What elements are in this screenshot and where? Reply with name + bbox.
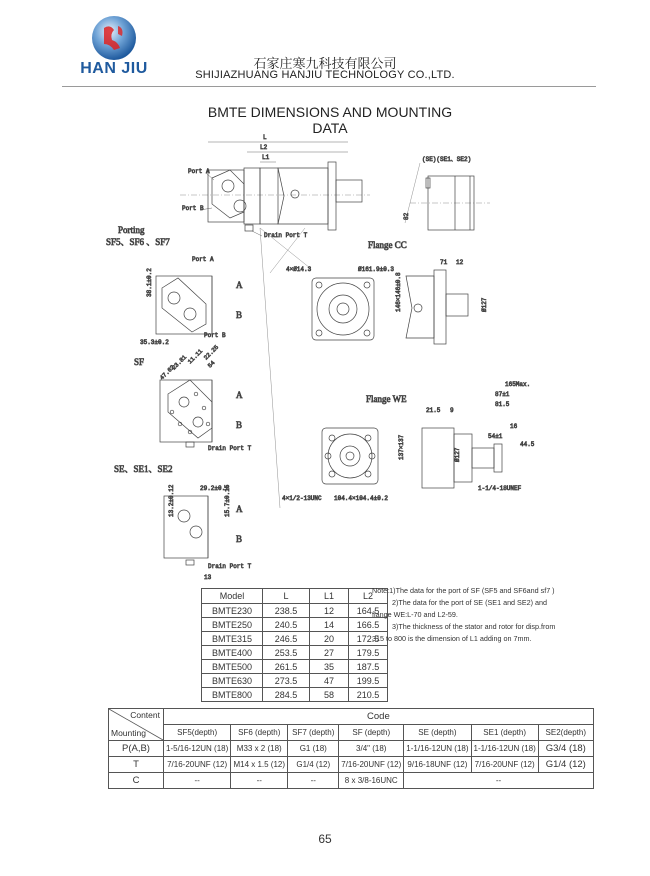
note-2: 2)The data for the port of SE (SE1 and SE2) and — [392, 598, 548, 607]
cell: 164.5 — [349, 604, 388, 618]
flange-cc-view — [286, 240, 488, 344]
svg-text:Flange CC: Flange CC — [368, 240, 407, 250]
svg-text:L2: L2 — [260, 144, 268, 151]
svg-text:21.5: 21.5 — [426, 407, 441, 414]
table-row — [202, 604, 388, 618]
svg-text:Drain Port T: Drain Port T — [208, 563, 252, 570]
se-view — [114, 464, 252, 581]
svg-text:4×1/2-13UNC: 4×1/2-13UNC — [282, 495, 322, 502]
note-3: 3)The thickness of the stator and rotor for disp.from — [392, 622, 556, 631]
table-row — [202, 646, 388, 660]
technical-drawing — [100, 128, 560, 583]
svg-text:165Max.: 165Max. — [505, 381, 531, 388]
company-name-en: SHIJIAZHUANG HANJIU TECHNOLOGY CO.,LTD. — [195, 69, 455, 81]
cell: 199.5 — [349, 674, 388, 688]
cell: BMTE400 — [202, 646, 263, 660]
cell: 210.5 — [349, 688, 388, 702]
svg-text:22.25: 22.25 — [202, 343, 221, 362]
svg-text:A: A — [236, 504, 243, 514]
svg-text:13: 13 — [204, 574, 212, 581]
cell: 172.5 — [349, 632, 388, 646]
cell: 12 — [310, 604, 349, 618]
cell: 1-1/16-12UN (18) — [404, 741, 471, 757]
svg-text:L1: L1 — [262, 154, 270, 161]
svg-text:Ø127: Ø127 — [454, 447, 461, 462]
col-sf5: SF5(depth) — [164, 725, 231, 741]
port-code-table — [108, 708, 594, 789]
svg-text:Port A: Port A — [188, 168, 210, 175]
cell: -- — [231, 773, 288, 789]
cell: 246.5 — [263, 632, 310, 646]
svg-text:9: 9 — [450, 407, 454, 414]
svg-text:23.81: 23.81 — [170, 353, 189, 372]
svg-text:104.4×104.4±0.2: 104.4×104.4±0.2 — [334, 495, 389, 502]
porting-sf5-view — [106, 225, 243, 346]
svg-text:16: 16 — [510, 423, 518, 430]
svg-text:Port B: Port B — [204, 332, 226, 339]
table-row — [109, 741, 594, 757]
cell: G1/4 (12) — [538, 757, 593, 773]
cell: G1/4 (12) — [288, 757, 339, 773]
cell: 240.5 — [263, 618, 310, 632]
cell: 253.5 — [263, 646, 310, 660]
page-number: 65 — [318, 832, 332, 846]
table-row — [109, 773, 594, 789]
svg-text:15.7±0.15: 15.7±0.15 — [224, 484, 231, 517]
header-divider — [62, 86, 596, 87]
col-se: SE (depth) — [404, 725, 471, 741]
cell: -- — [288, 773, 339, 789]
svg-text:54: 54 — [206, 359, 217, 370]
svg-text:4×Ø14.3: 4×Ø14.3 — [286, 266, 312, 273]
cell: 7/16-20UNF (12) — [339, 757, 404, 773]
row-label: P(A,B) — [109, 741, 164, 757]
content-label: Content — [130, 710, 160, 720]
svg-text:Drain Port T: Drain Port T — [264, 232, 308, 239]
code-header: Code — [164, 709, 594, 725]
table-row — [202, 632, 388, 646]
svg-text:146×146±0.8: 146×146±0.8 — [395, 272, 402, 312]
cell: 35 — [310, 660, 349, 674]
note-3-cont: 315 to 800 is the dimension of L1 adding on 7mm. — [372, 634, 532, 643]
svg-text:A: A — [236, 280, 243, 290]
cell: 14 — [310, 618, 349, 632]
svg-text:B: B — [236, 420, 243, 430]
svg-text:54±1: 54±1 — [488, 433, 503, 440]
cell: 238.5 — [263, 604, 310, 618]
cell: -- — [164, 773, 231, 789]
cell: 273.5 — [263, 674, 310, 688]
cell: BMTE800 — [202, 688, 263, 702]
cell: 9/16-18UNF (12) — [404, 757, 471, 773]
svg-text:12: 12 — [456, 259, 464, 266]
svg-text:SE、SE1、SE2: SE、SE1、SE2 — [114, 464, 173, 474]
cell: BMTE500 — [202, 660, 263, 674]
svg-text:47.62: 47.62 — [158, 363, 177, 382]
cell: 58 — [310, 688, 349, 702]
svg-text:29.2±0.2: 29.2±0.2 — [200, 485, 229, 492]
svg-text:SF5、SF6 、SF7: SF5、SF6 、SF7 — [106, 237, 170, 247]
svg-text:81.5: 81.5 — [495, 401, 510, 408]
svg-text:Flange WE: Flange WE — [366, 394, 407, 404]
svg-text:137×137: 137×137 — [398, 434, 405, 460]
cell: 179.5 — [349, 646, 388, 660]
cell: G3/4 (18) — [538, 741, 593, 757]
cell: BMTE250 — [202, 618, 263, 632]
cell: 187.5 — [349, 660, 388, 674]
notes — [372, 585, 592, 645]
model-dimensions-table — [201, 588, 388, 702]
cell: 261.5 — [263, 660, 310, 674]
col-se2: SE2(depth) — [538, 725, 593, 741]
row-label: C — [109, 773, 164, 789]
table-row — [202, 688, 388, 702]
col-sf7: SF7 (depth) — [288, 725, 339, 741]
col-l2: L2 — [349, 589, 388, 604]
table-row — [202, 660, 388, 674]
cell: BMTE630 — [202, 674, 263, 688]
cell: BMTE315 — [202, 632, 263, 646]
col-l: L — [263, 589, 310, 604]
svg-text:Ø161.9±0.3: Ø161.9±0.3 — [358, 266, 395, 273]
cell: 166.5 — [349, 618, 388, 632]
svg-text:B: B — [236, 310, 243, 320]
table-header-row — [202, 589, 388, 604]
corner-header — [109, 709, 164, 741]
svg-text:Port A: Port A — [192, 256, 214, 263]
svg-text:44.5: 44.5 — [520, 441, 535, 448]
se-top-view — [403, 156, 490, 230]
svg-text:L: L — [263, 134, 267, 141]
note-1: Note:1)The data for the port of SF (SF5 and SF6and sf7 ) — [372, 586, 555, 595]
table-row — [202, 674, 388, 688]
col-model: Model — [202, 589, 263, 604]
svg-text:35.3±0.2: 35.3±0.2 — [140, 339, 169, 346]
col-sf: SF (depth) — [339, 725, 404, 741]
col-l1: L1 — [310, 589, 349, 604]
cell: 284.5 — [263, 688, 310, 702]
svg-text:SF: SF — [134, 357, 145, 367]
svg-text:Port B: Port B — [182, 205, 204, 212]
cell: 7/16-20UNF (12) — [471, 757, 538, 773]
cell: 20 — [310, 632, 349, 646]
cell: M14 x 1.5 (12) — [231, 757, 288, 773]
flange-we-view — [282, 381, 535, 502]
company-name-cn: 石家庄寒九科技有限公司 — [253, 56, 397, 71]
svg-text:Drain Port T: Drain Port T — [208, 445, 252, 452]
svg-text:A: A — [236, 390, 243, 400]
cell: BMTE230 — [202, 604, 263, 618]
svg-text:B: B — [236, 534, 243, 544]
table-row — [202, 618, 388, 632]
page-title: BMTE DIMENSIONS AND MOUNTING DATA — [207, 104, 453, 136]
svg-text:Ø127: Ø127 — [481, 297, 488, 312]
row-label: T — [109, 757, 164, 773]
cell: 1-5/16-12UN (18) — [164, 741, 231, 757]
mounting-label: Mounting — [111, 728, 146, 738]
cell: 3/4" (18) — [339, 741, 404, 757]
cell: 47 — [310, 674, 349, 688]
svg-text:13.2±0.12: 13.2±0.12 — [168, 484, 175, 517]
svg-text:(SE)(SE1、SE2): (SE)(SE1、SE2) — [422, 156, 472, 163]
svg-text:11.11: 11.11 — [186, 347, 205, 366]
logo-text: HAN JIU — [80, 60, 148, 77]
svg-text:1-1/4-18UNEF: 1-1/4-18UNEF — [478, 485, 522, 492]
note-2-cont: flange WE:L-70 and L2-59. — [372, 610, 458, 619]
column-header-row — [109, 725, 594, 741]
cell: 8 x 3/8-16UNC — [339, 773, 404, 789]
svg-text:Porting: Porting — [118, 225, 145, 235]
cell: 27 — [310, 646, 349, 660]
cell: 1-1/16-12UN (18) — [471, 741, 538, 757]
cell: -- — [404, 773, 594, 789]
col-se1: SE1 (depth) — [471, 725, 538, 741]
svg-text:87±1: 87±1 — [495, 391, 510, 398]
svg-text:71: 71 — [440, 259, 448, 266]
svg-text:38.1±0.2: 38.1±0.2 — [146, 268, 153, 297]
cell: 7/16-20UNF (12) — [164, 757, 231, 773]
globe-icon — [74, 14, 154, 64]
svg-text:82: 82 — [403, 212, 410, 220]
col-sf6: SF6 (depth) — [231, 725, 288, 741]
sf-view — [134, 343, 252, 452]
cell: G1 (18) — [288, 741, 339, 757]
cell: M33 x 2 (18) — [231, 741, 288, 757]
table-row — [109, 757, 594, 773]
